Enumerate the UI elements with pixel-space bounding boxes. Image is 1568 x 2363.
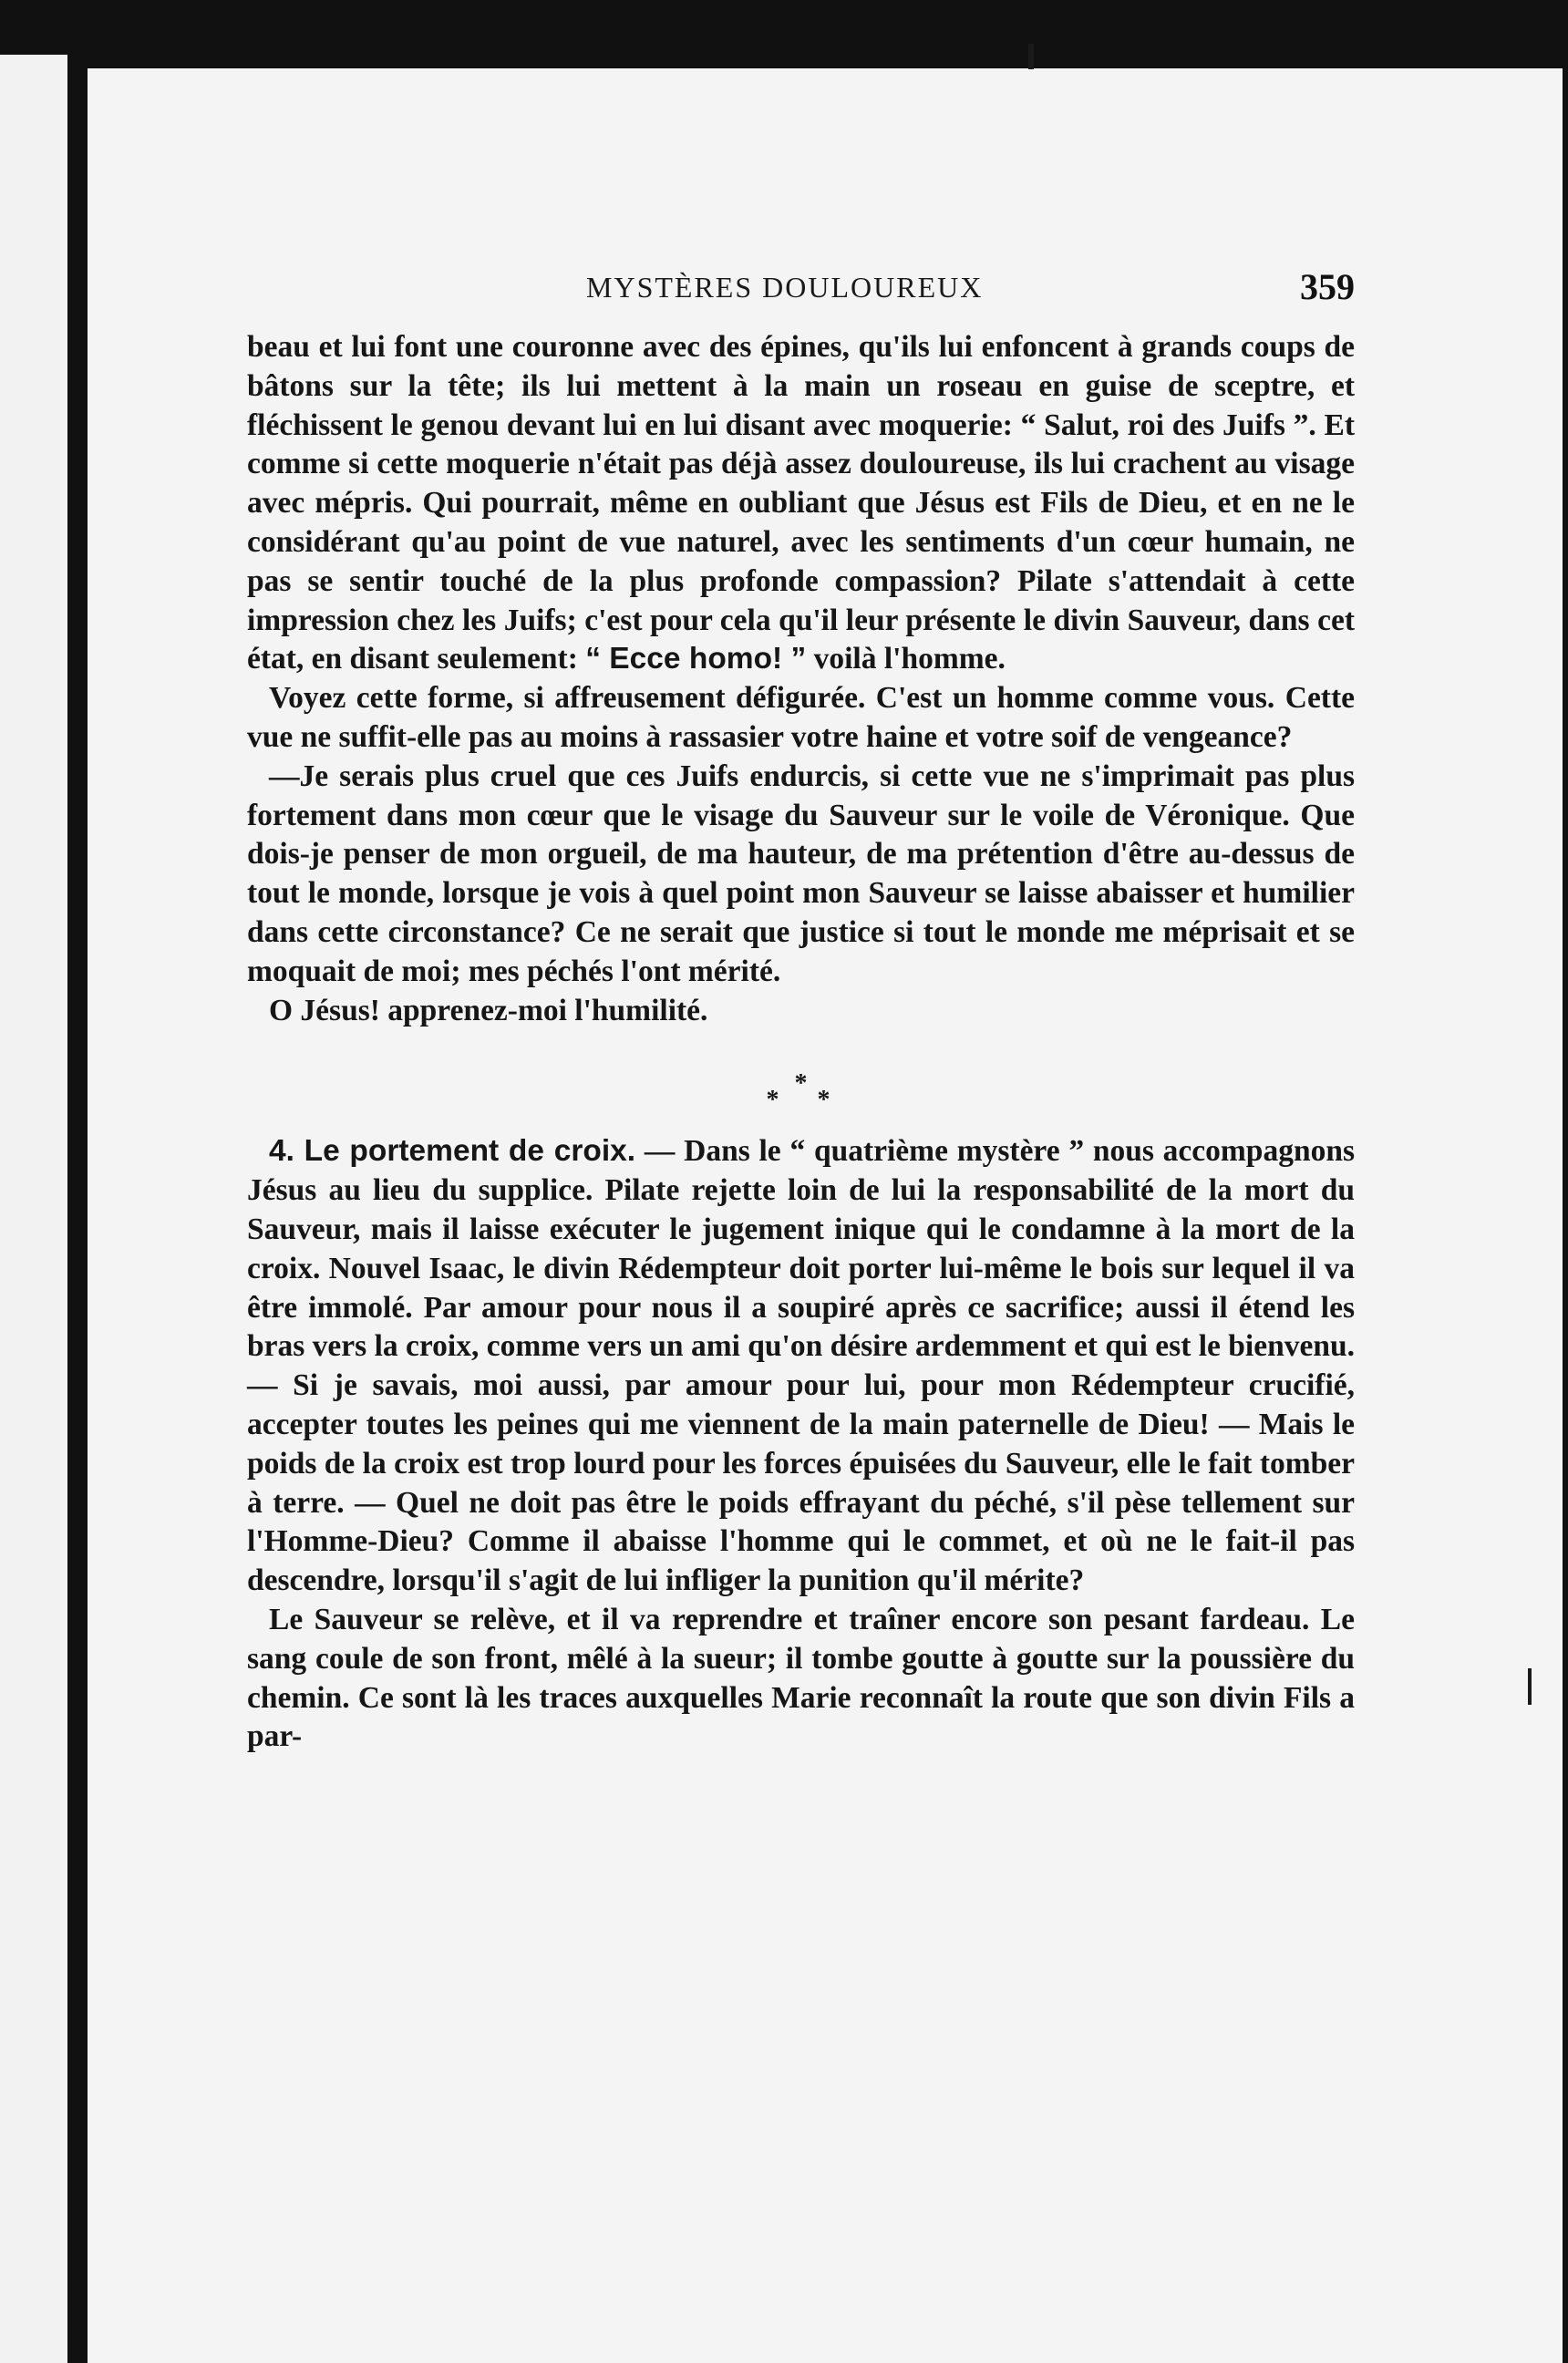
paragraph-4: O Jésus! apprenez-moi l'humilité. <box>269 993 708 1027</box>
film-scratch-mark <box>1028 44 1034 69</box>
asterism-star-left: * <box>766 1086 779 1115</box>
book-page <box>88 68 1563 2363</box>
body-text <box>247 328 1355 1757</box>
paragraph-6: Le Sauveur se relève, et il va reprendre et traîner encore son pesant fardeau. Le sang coule de son front, mêlé à la sueur; il tombe goutte à goutte sur la poussière du chemin. Ce sont là les traces auxquelles Marie reconnaît la route que son divin Fils a par- <box>247 1602 1355 1754</box>
asterism-divider <box>247 1030 1355 1132</box>
section-heading: 4. Le portement de croix. <box>269 1134 636 1169</box>
running-title: MYSTÈRES DOULOUREUX <box>586 271 984 304</box>
page-number: 359 <box>1300 266 1355 307</box>
asterism-star-top: * <box>794 1069 808 1099</box>
ecce-homo-quote: “ Ecce homo! ” <box>585 642 807 676</box>
paragraph-2: Voyez cette forme, si affreusement défigurée. C'est un homme comme vous. Cette vue ne suffit-elle pas au moins à rassasier votre haine et votre soif de vengeance? <box>247 681 1355 754</box>
paragraph-3: —Je serais plus cruel que ces Juifs endurcis, si cette vue ne s'imprimait pas plus fortement dans mon cœur que le visage du Sauveur sur le voile de Véronique. Que dois-je penser de mon orgueil, de ma hauteur, de ma prétention d'être au-dessus de tout le monde, lorsque je vois à quel point mon Sauveur se laisse abaisser et humilier dans cette circonstance? Ce ne serait que justice si tout le monde me méprisait et se moquait de moi; mes péchés l'ont mérité. <box>247 758 1355 988</box>
paragraph-1 <box>247 328 1355 679</box>
paragraph-5-text: — Dans le “ quatrième mystère ” nous accompagnons Jésus au lieu du supplice. Pilate rejette loin de lui la responsabilité de la mort du Sauveur, mais il laisse exécuter le jugement inique qui le condamne à la mort de la croix. Nouvel Isaac, le divin Rédempteur doit porter lui-même le bois sur lequel il va être immolé. Par amour pour nous il a soupiré après ce sacrifice; aussi il étend les bras vers la croix, comme vers un ami qu'on désire ardemment et qui est le bienvenu. — Si je savais, moi aussi, par amour pour lui, pour mon Rédempteur crucifié, accepter toutes les peines qui me viennent de la main paternelle de Dieu! — Mais le poids de la croix est trop lourd pour les forces épuisées du Sauveur, elle le fait tomber à terre. — Quel ne doit pas être le poids effrayant du péché, s'il pèse tellement sur l'Homme-Dieu? Comme il abaisse l'homme qui le commet, et où ne le fait-il pas descendre, lorsqu'il s'agit de lui infliger la punition qu'il mérite? <box>247 1134 1355 1598</box>
paragraph-1-end: voilà l'homme. <box>806 642 1006 676</box>
asterism-star-right: * <box>817 1086 830 1115</box>
film-scratch-mark <box>1528 1668 1532 1705</box>
running-head <box>247 266 1355 316</box>
facing-page-edge <box>0 55 67 2363</box>
paragraph-1-text: beau et lui font une couronne avec des épines, qu'ils lui enfoncent à grands coups de bâtons sur la tête; ils lui mettent à la main un roseau en guise de sceptre, et fléchissent le genou devant lui en lui disant avec moquerie: “ Salut, roi des Juifs ”. Et comme si cette moquerie n'était pas déjà assez douloureuse, ils lui crachent au visage avec mépris. Qui pourrait, même en oubliant que Jésus est Fils de Dieu, et en ne le considérant qu'au point de vue naturel, avec les sentiments d'un cœur humain, ne pas se sentir touché de la plus profonde compassion? Pilate s'attendait à cette impression chez les Juifs; c'est pour cela qu'il leur présente le divin Sauveur, dans cet état, en disant seulement: <box>247 330 1355 676</box>
paragraph-5 <box>247 1132 1355 1601</box>
